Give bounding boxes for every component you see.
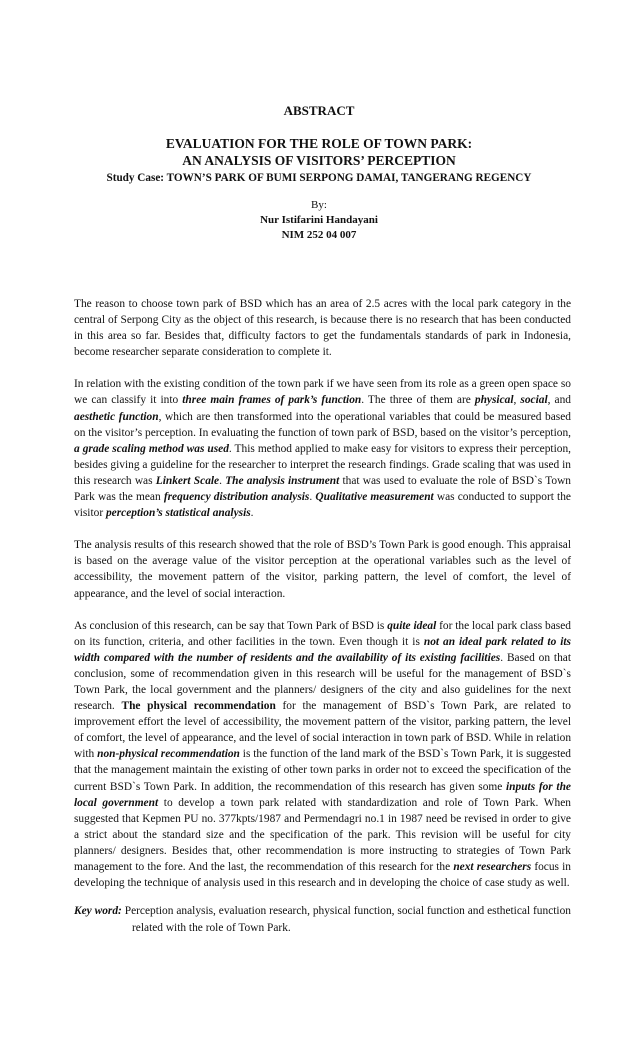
keywords-section	[74, 903, 571, 936]
emphasis-text: physical	[474, 394, 514, 407]
bold-text: The physical recommendation	[121, 700, 276, 713]
paragraph-text: was conducted to support the visitor	[74, 491, 571, 520]
paragraph-text: for the local park class based on its function, criteria, and other facilities in the town. Even though it is	[74, 619, 571, 648]
paragraph-text: . Based on that conclusion, some of recommendation given in this research will be useful for the management of BSD`s Town Park, the local government and the planners/ designers of the city and also guidelines for the next research.	[74, 651, 572, 713]
emphasis-text: a grade scaling method was used	[74, 442, 229, 455]
paragraph-text: , and	[547, 394, 571, 407]
paragraph-conclusion	[74, 618, 571, 892]
paragraph-text: As conclusion of this research, can be say that Town Park of BSD is	[74, 619, 388, 632]
study-case-subtitle: Study Case: TOWN’S PARK OF BUMI SERPONG DAMAI, TANGERANG REGENCY	[106, 172, 532, 184]
emphasis-text: three main frames of park’s function	[182, 394, 362, 407]
paragraph-rationale	[74, 296, 571, 360]
paragraph-text: .	[250, 507, 254, 520]
abstract-heading: ABSTRACT	[283, 103, 355, 118]
paragraph-text: for the management of BSD`s Town Park, are related to improvement effort the level of accessibility, the movement pattern of the visitor, parking pattern, the level of comfort, the level of appearance, and the level of social interaction in town park of BSD. While in relation with	[74, 700, 572, 761]
paragraph-text: . This method applied to make easy for visitors to express their perception, besides giving a guideline for the researcher to interpret the research findings. Grade scaling that was used in this research was	[74, 442, 571, 487]
paragraph-text: , which are then transformed into the operational variables that could be measured based on the visitor’s perception. In evaluating the function of town park of BSD, based on the visitor’s perception,	[74, 410, 571, 439]
paragraph-text: focus in developing the technique of analysis used in this research and in developing the choice of case study as well.	[74, 861, 572, 890]
keywords-label: Key word:	[74, 905, 122, 917]
student-id: NIM 252 04 007	[281, 229, 357, 241]
paragraph-results	[74, 537, 571, 601]
paragraph-text: The analysis results of this research showed that the role of BSD’s Town Park is good enough. This appraisal is based on the average value of the visitor perception at the operational variables such as the level of accessibility, the movement pattern of the visitor, parking pattern, the level of comfort, the level of appearance, and the level of social interaction.	[74, 539, 571, 600]
emphasis-text: Qualitative measurement	[315, 491, 434, 504]
paragraph-method	[74, 376, 571, 521]
keywords-line	[74, 903, 571, 936]
emphasis-text: quite ideal	[387, 619, 437, 632]
emphasis-text: inputs for the local government	[74, 780, 571, 809]
paragraph-text: is the function of the land mark of the BSD`s Town Park, it is suggested that the management maintain the existing of other town parks in order not to exceed the specification of the current BSD`s Town Park. In addition, the recommendation of this research has given some	[74, 748, 571, 793]
paragraph-text: ,	[513, 394, 521, 407]
emphasis-text: next researchers	[453, 861, 532, 873]
paragraph-text: .	[309, 491, 316, 504]
abstract-body	[74, 296, 571, 891]
paper-title-line-2: AN ANALYSIS OF VISITORS’ PERCEPTION	[182, 153, 456, 168]
emphasis-text: not an ideal park related to its width compared with the number of residents and the availability of its existing facilities	[74, 635, 571, 664]
emphasis-text: frequency distribution analysis	[163, 491, 310, 504]
emphasis-text: The analysis instrument	[225, 474, 340, 487]
paragraph-text: .	[219, 474, 226, 487]
paragraph-text: that was used to evaluate the role of BSD`s Town Park was the mean	[74, 474, 571, 504]
emphasis-text: aesthetic function	[74, 410, 159, 423]
emphasis-text: social	[520, 394, 548, 407]
emphasis-text: non-physical recommendation	[97, 748, 240, 761]
keywords-text: Perception analysis, evaluation research, physical function, social function and esthetical function related with the role of Town Park.	[121, 905, 571, 934]
paragraph-text: . The three of them are	[361, 394, 475, 407]
by-label: By:	[311, 199, 327, 211]
paragraph-text: In relation with the existing condition of the town park if we have seen from its role as a green open space so we can classify it into	[74, 378, 571, 407]
emphasis-text: Linkert Scale	[155, 474, 220, 487]
author-name: Nur Istifarini Handayani	[260, 214, 378, 226]
paper-title-line-1: EVALUATION FOR THE ROLE OF TOWN PARK:	[165, 136, 473, 151]
paragraph-text: to develop a town park related with standardization and role of Town Park. When suggested that Kepmen PU no. 377kpts/1987 and Permendagri no.1 in 1987 need be revised in order to give a strict about the standard size and the specification of the park. This revision will be useful for city planners/ designers. Besides that, other recommendation is more instructing to strategies of Town Park management to the fore. And the last, the recommendation of this research for the	[74, 796, 571, 873]
paragraph-text: The reason to choose town park of BSD which has an area of 2.5 acres with the local park category in the central of Serpong City as the object of this research, is because there is no research that has been conducted in this area so far. Besides that, difficulty factors to get the fundamentals standards of park in Indonesia, become researcher separate consideration to complete it.	[74, 298, 571, 359]
emphasis-text: perception’s statistical analysis	[105, 507, 251, 520]
